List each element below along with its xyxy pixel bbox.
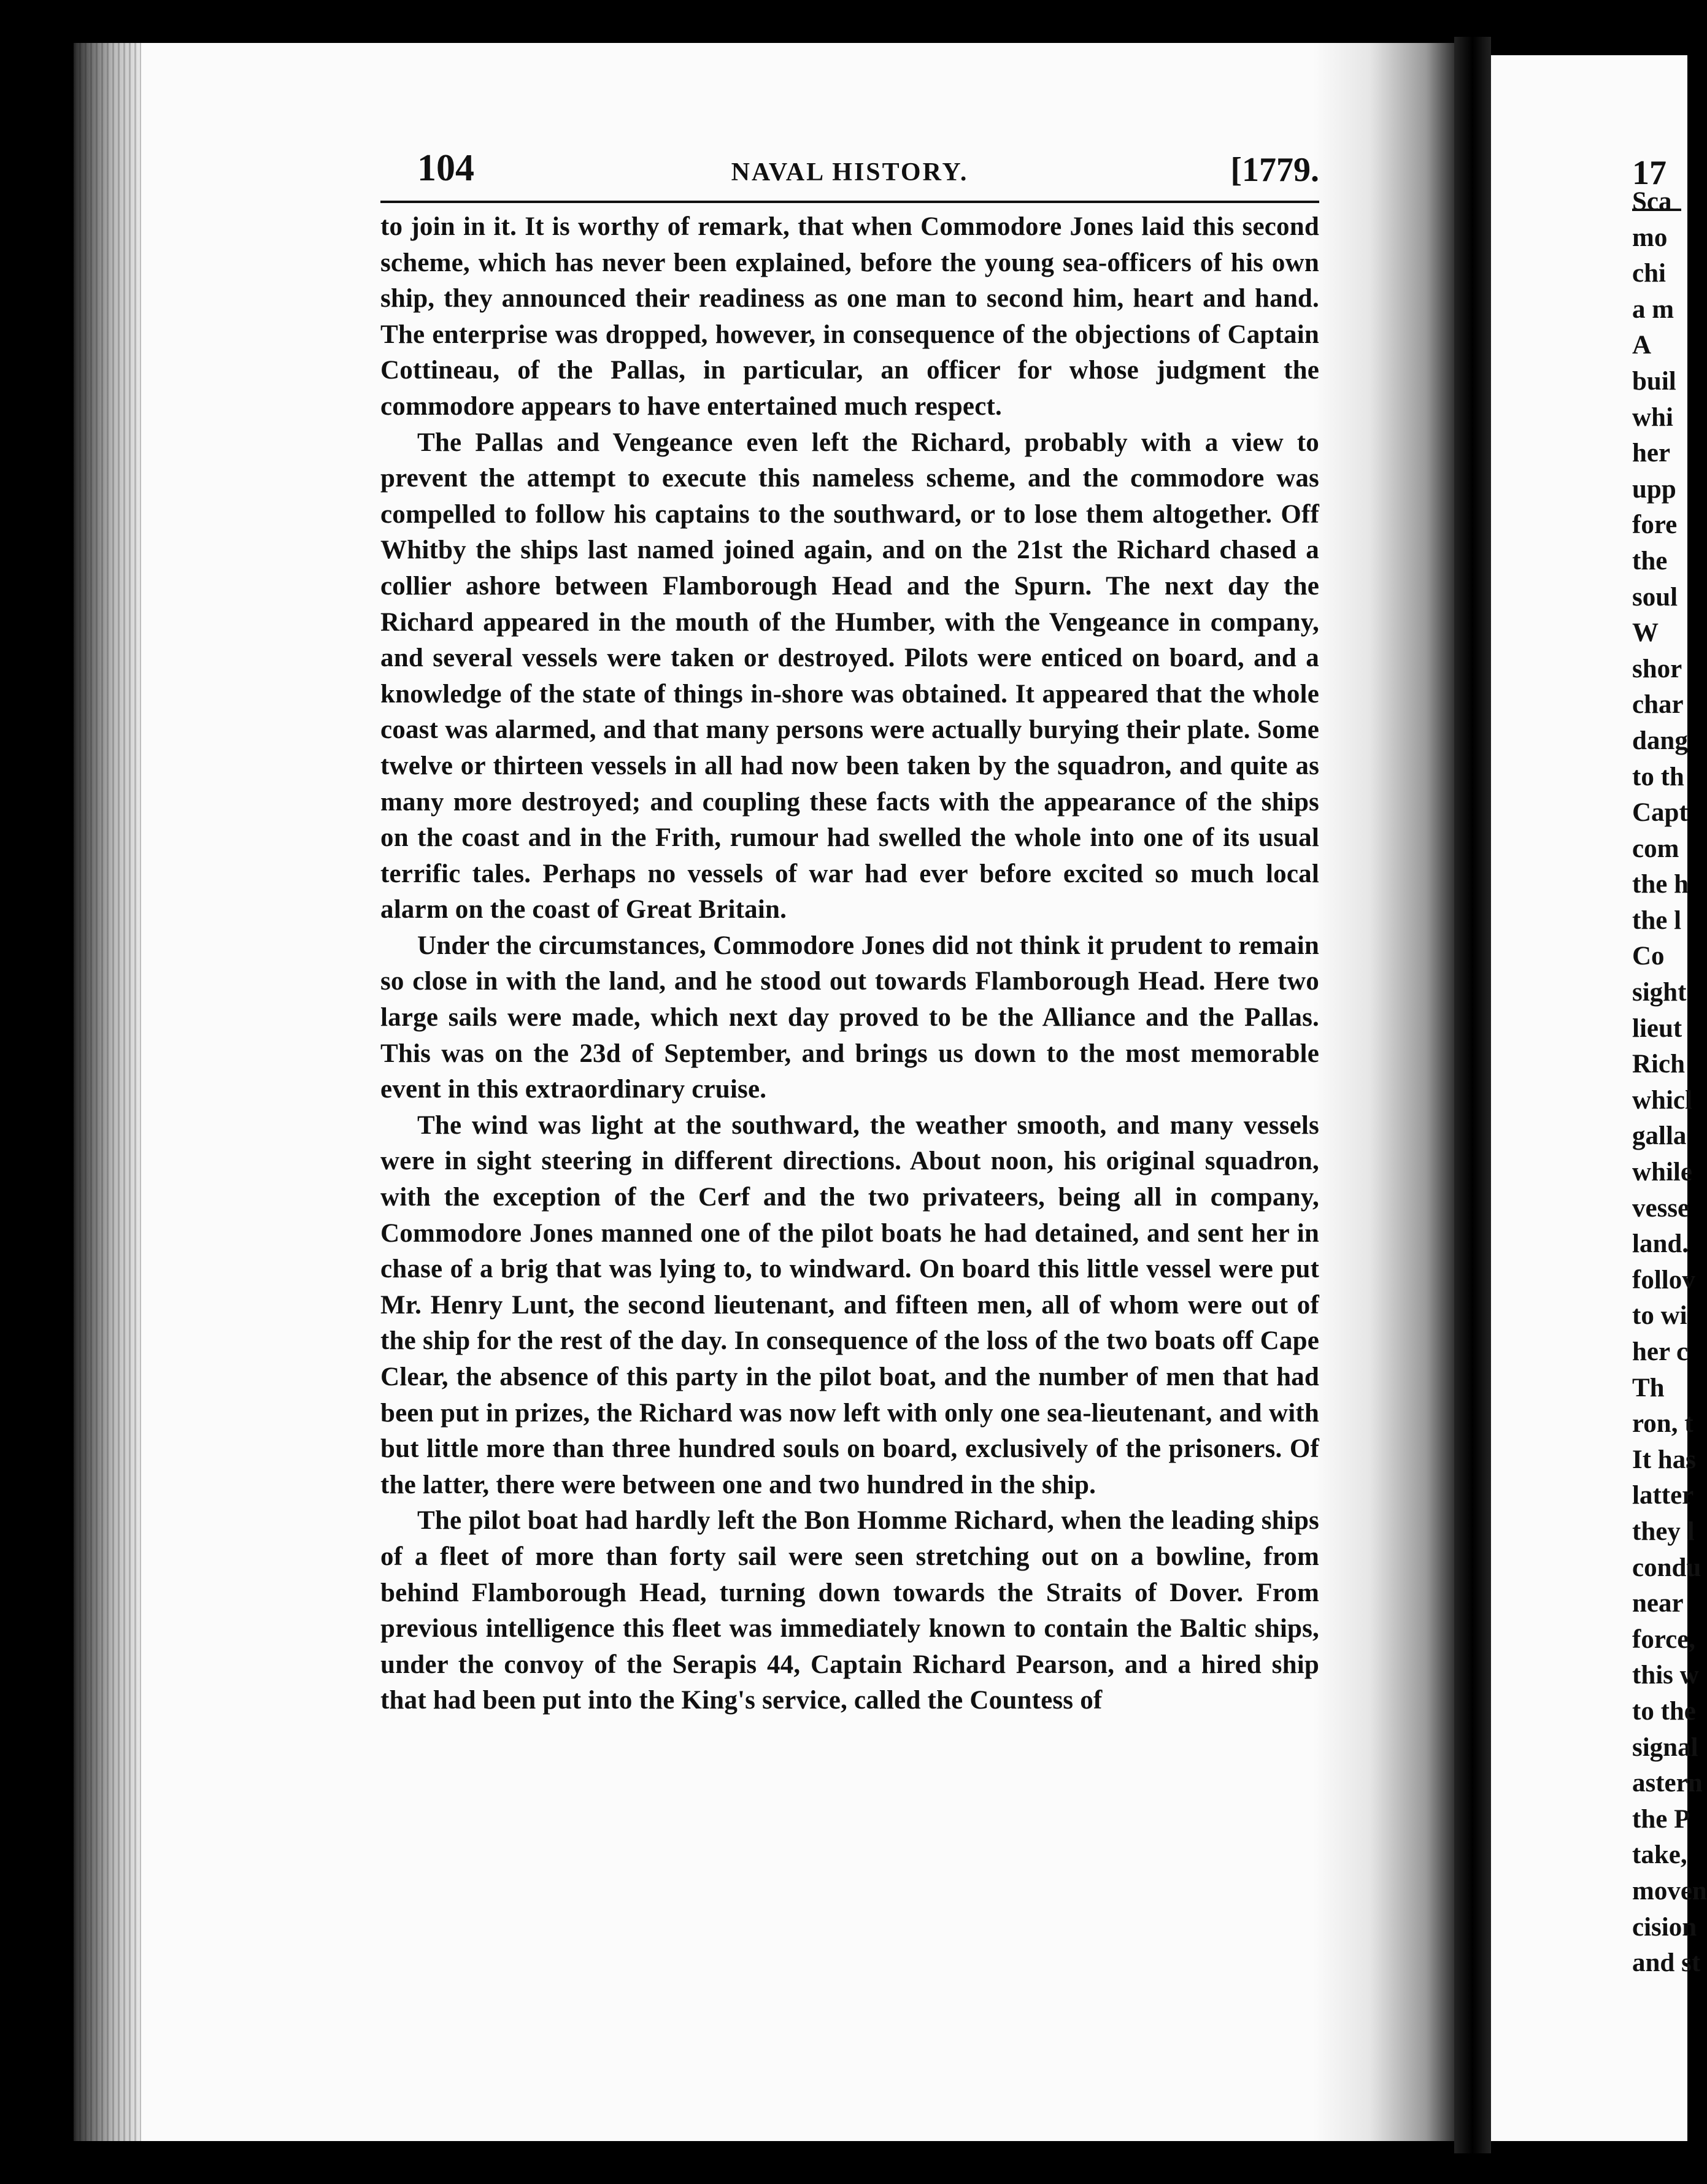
paragraph: The Pallas and Vengeance even left the Richard, probably with a view to prevent the attempt to execute this nameless scheme, and the commodore was compelled to follow his captains to the southward, or to lose them altogether. Off Whitby the ships last named joined again, and on the 21st the Richard chased a collier ashore between Flamborough Head and the Spurn. The next day the Richard appeared in the mouth of the Humber, with the Vengeance in company, and several vessels were taken or destroyed. Pilots were enticed on board, and a knowledge of the state of things in-shore was obtained. It appeared that the whole coast was alarmed, and that many persons were actually burying their plate. Some twelve or thirteen vessels in all had now been taken by the squadron, and quite as many more destroyed; and coupling these facts with the appearance of the ships on the coast and in the Frith, rumour had swelled the whole into one of its usual terrific tales. Perhaps no vessels of war had ever before excited so much local alarm on the coast of Great Britain. <box>380 428 1319 925</box>
facing-page-line: shor <box>1632 654 1682 683</box>
facing-page-line: the P <box>1632 1804 1690 1834</box>
facing-page-line: whicl <box>1632 1085 1692 1115</box>
paragraph: Under the circumstances, Commodore Jones did not think it prudent to remain so close in with the land, and he stood out towards Flamborough Head. Here two large sails were made, which next day proved to be the Alliance and the Pallas. This was on the 23d of September, and brings us down to the most memorable event in this extraordinary cruise. <box>380 931 1319 1104</box>
facing-page-line: dang <box>1632 726 1688 755</box>
header-year: [1779. <box>1230 151 1319 189</box>
facing-page-line: and st <box>1632 1948 1701 1978</box>
facing-page-line: lieut <box>1632 1013 1682 1043</box>
book-gutter <box>1454 37 1491 2153</box>
paragraph: The wind was light at the southward, the weather smooth, and many vessels were in sight steering in different directions. About noon, his original squadron, with the exception of the Cerf and the two privateers, being all in company, Commodore Jones manned one of the pilot boats he had detained, and sent her in chase of a brig that was lying to, to windward. On board this little vessel were put Mr. Henry Lunt, the second lieutenant, and fifteen men, all of whom were out of the ship for the rest of the day. In consequence of the loss of the two boats off Cape Clear, the absence of this party in the pilot boat, and the number of men that had been put in prizes, the Richard was now left with only one sea-lieutenant, and with but little more than three hundred souls on board, exclusively of the prisoners. Of the latter, there were between one and two hundred in the ship. <box>380 1110 1319 1499</box>
facing-page-line: W <box>1632 618 1659 648</box>
facing-page-line: signal <box>1632 1732 1698 1762</box>
facing-page-line: galla <box>1632 1121 1687 1151</box>
facing-page-line: condu <box>1632 1553 1701 1582</box>
facing-page-line: cision <box>1632 1912 1697 1942</box>
paragraph: The pilot boat had hardly left the Bon Homme Richard, when the leading ships of a fleet of more than forty sail were seen stretching out on a bowline, from behind Flamborough Head, turning down towards the Straits of Dover. From previous intelligence this fleet was immediately known to contain the Baltic ships, under the convoy of the Serapis 44, Captain Richard Pearson, and a hired ship that had been put into the King's service, called the Countess of <box>380 1506 1319 1715</box>
facing-page-line: chi <box>1632 259 1666 288</box>
book-spine-shadow <box>1313 43 1454 2141</box>
facing-page-line: to wi <box>1632 1301 1687 1331</box>
page-number: 104 <box>417 147 474 189</box>
facing-page-line: latter <box>1632 1481 1694 1510</box>
facing-page-line: com <box>1632 834 1679 863</box>
facing-page-line: Rich <box>1632 1050 1685 1079</box>
facing-page-line: sight <box>1632 978 1687 1007</box>
facing-page-line: to th <box>1632 762 1684 791</box>
facing-page-line: fore <box>1632 510 1678 540</box>
facing-page-line: take, <box>1632 1840 1687 1870</box>
facing-page-line: a m <box>1632 294 1674 324</box>
running-title: NAVAL HISTORY. <box>731 158 969 186</box>
running-header <box>380 144 1319 203</box>
paragraph: to join in it. It is worthy of remark, that when Commodore Jones laid this second scheme, which has never been explained, before the young sea-officers of his own ship, they announced their readiness as one man to second him, heart and hand. The enterprise was dropped, however, in consequence of the objections of Captain Cottineau, of the Pallas, in particular, an officer for whose judgment the commodore appears to have entertained much respect. <box>380 212 1319 421</box>
page-edge-stack <box>74 43 141 2141</box>
facing-page-line: this w <box>1632 1661 1699 1690</box>
facing-page-line: the h <box>1632 870 1689 899</box>
facing-page-line: while <box>1632 1158 1692 1187</box>
facing-page-line: Sca <box>1632 187 1672 216</box>
body-text <box>380 209 1319 1719</box>
facing-page-text <box>1632 184 1706 1982</box>
facing-page-line: the l <box>1632 906 1682 935</box>
facing-page-header: 17 <box>1632 154 1667 192</box>
facing-page-line: soul <box>1632 582 1678 612</box>
facing-page-line: the <box>1632 546 1668 575</box>
facing-page-line: A <box>1632 331 1652 360</box>
facing-page-line: Co <box>1632 942 1665 971</box>
facing-page-line: force, <box>1632 1625 1696 1654</box>
facing-page-line: buil <box>1632 366 1676 396</box>
facing-page-line: to the <box>1632 1696 1696 1726</box>
facing-page-line: they l <box>1632 1517 1695 1546</box>
page-content <box>380 144 1319 1923</box>
facing-page-line: moven <box>1632 1876 1707 1905</box>
facing-page-line: upp <box>1632 474 1676 504</box>
facing-page-line: land. <box>1632 1229 1689 1259</box>
facing-page-line: mo <box>1632 223 1668 252</box>
facing-page-line: Capt <box>1632 798 1688 828</box>
facing-page-line: ron, t <box>1632 1409 1694 1439</box>
facing-page-line: Th <box>1632 1373 1665 1402</box>
facing-page-line: char <box>1632 690 1684 720</box>
facing-page-line: her c <box>1632 1337 1689 1366</box>
facing-page-line: follov <box>1632 1265 1695 1294</box>
facing-page-line: whi <box>1632 402 1673 432</box>
facing-page-line: It has <box>1632 1445 1696 1474</box>
facing-page-line: her <box>1632 439 1671 468</box>
facing-page-line: vesse <box>1632 1193 1690 1223</box>
facing-page-line: astern <box>1632 1769 1703 1798</box>
facing-page-line: near <box>1632 1589 1684 1618</box>
